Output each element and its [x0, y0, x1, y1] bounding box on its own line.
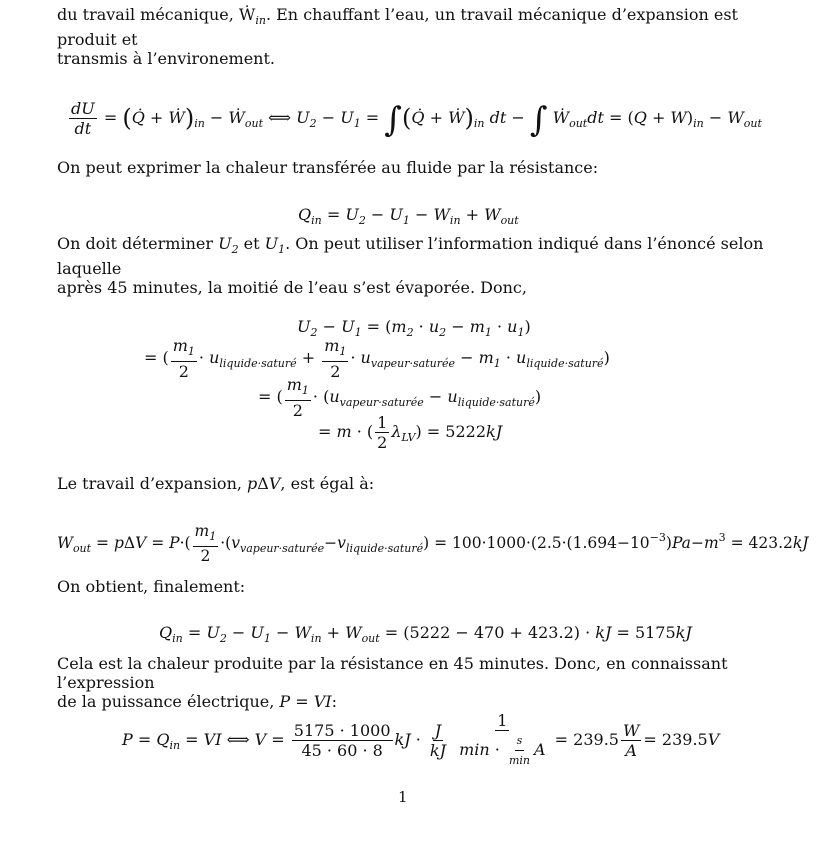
equation-q-in: $Q_{in} = U_2 - U_1 - W_{in} + W_{out}$	[298, 205, 519, 227]
text: après 45 minutes, la moitié de l’eau s’est évaporée. Donc,	[57, 278, 527, 297]
equation-q-in-final: $Q_{in} = U_2 - U_1 - W_{in} + W_{out} = (5222 - 470 + 423.2)$ · kJ = 5175kJ	[159, 623, 692, 645]
paragraph-intro	[57, 5, 777, 68]
equation-w-out: $W_{out} = p\Delta V = P\cdot$( $\frac{m_1}{2}$ $\cdot(v_{vapeur\cdot saturée}-v_{liquide\cdot saturé}) = 100\cdot 1000\cdot(2.5\cdot(1.694-10^{-3})Pa-m^3 = 423.2kJ$	[57, 522, 809, 565]
page-number: 1	[398, 788, 408, 806]
paragraph-heat	[57, 158, 777, 177]
text: Cela est la chaleur produite par la résistance en 45 minutes. Donc, en connaissant l’expression	[57, 654, 728, 692]
text: . On peut utiliser l’information indiqué dans l’énoncé selon laquelle	[57, 234, 764, 278]
equation-delta-u-line4: = m · ( $\frac{1}{2}$ $\lambda_{LV}) = 5222kJ$	[318, 413, 503, 452]
text: . En chauffant l’eau, un travail mécanique d’expansion est produit et	[57, 5, 738, 49]
paragraph-determine: On doit déterminer $U_2$ et $U_1$. On peut utiliser l’information indiqué dans l’énoncé selon laquelle après 45 minutes, la moitié de l’eau s’est évaporée. Donc,	[57, 234, 764, 297]
subscript: in	[255, 14, 266, 27]
text: , est égal à:	[280, 474, 375, 493]
fraction-dU-dt: $\frac{dU}{dt}$	[71, 99, 95, 138]
text: On doit déterminer	[57, 234, 219, 253]
text: de la puissance électrique,	[57, 692, 280, 711]
text: :	[331, 692, 338, 711]
paragraph-expansion: Le travail d’expansion, pΔV, est égal à:	[57, 474, 375, 493]
text: transmis à l’environement.	[57, 49, 275, 68]
equation-delta-u-line2: = ( $\frac{m_1}{2}$ · $u_{liquide\cdot saturé}$ + $\frac{m_1}{2}$ · $u_{vapeur\cdot saturée} - m_1 \cdot u_{liquide\cdot saturé}$)	[144, 336, 610, 381]
text: Le travail d’expansion,	[57, 474, 248, 493]
paragraph-finally	[57, 577, 777, 596]
equation-delta-u-line1: $U_2 - U_1 = (m_2 \cdot u_2 - m_1 \cdot u_1)$	[297, 317, 531, 339]
text: On peut exprimer la chaleur transférée au fluide par la résistance:	[57, 158, 599, 177]
text: On obtient, finalement:	[57, 577, 246, 596]
paragraph-power: Cela est la chaleur produite par la résistance en 45 minutes. Donc, en connaissant l’expression de la puissance électrique, P = VI:	[57, 654, 728, 711]
text: du travail mécanique, Ẇ	[57, 5, 256, 24]
equation-delta-u-line3: = ( $\frac{m_1}{2}$ · $(u_{vapeur\cdot saturée} - u_{liquide\cdot saturé})$	[258, 375, 542, 420]
equation-voltage: $P = Q_{in}$ = VI ⟺ V = $\frac{5175 \cdot 1000}{45 \cdot 60 \cdot 8}$ kJ · $\frac{J}{kJ}$ 1 min · $\frac{s}{\min}$ A = 239.5 $\frac{W}{A}$ = 239.5V	[122, 711, 720, 767]
text: et	[238, 234, 265, 253]
equation-energy-balance: $\frac{dU}{dt}$ = (Q̇ + $Ẇ)_{in}$ − Ẇ$_{out}$ ⟺ $U_2 - U_1$ = ∫(Q̇ + $Ẇ)_{in}$ dt − ∫ Ẇ$_{out}$dt = $(Q + W)_{in} - W_{out}$	[71, 99, 762, 140]
